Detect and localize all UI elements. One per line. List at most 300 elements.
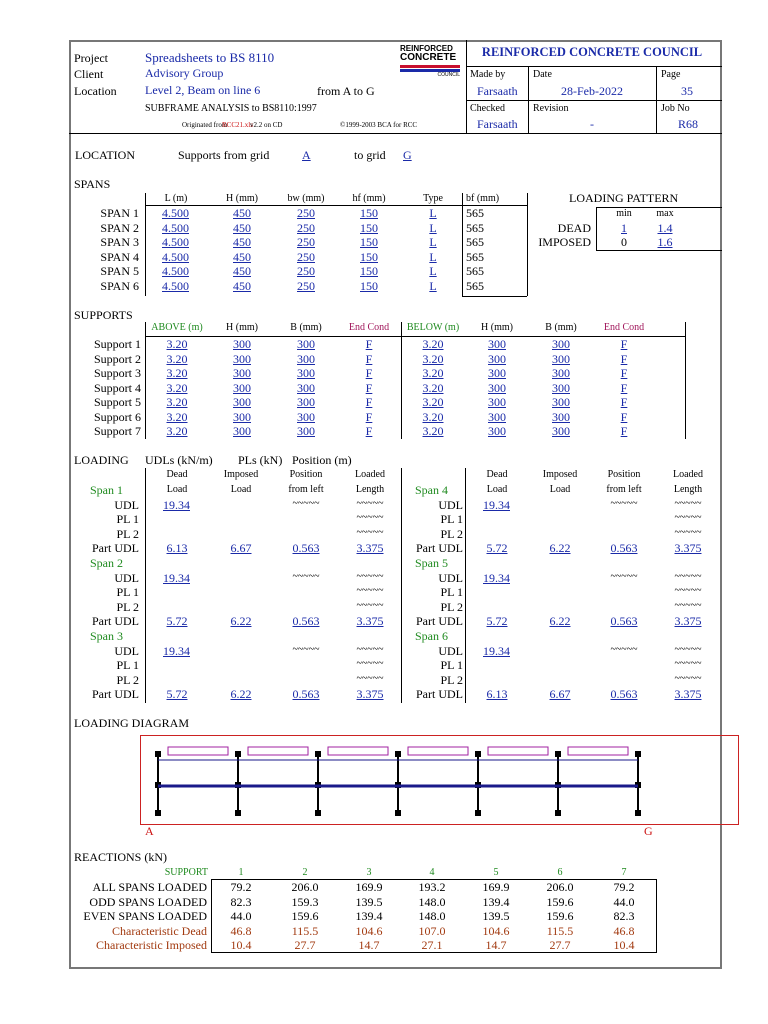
orig-file: RCC21.xls bbox=[222, 121, 253, 129]
loading-pattern-title: LOADING PATTERN bbox=[569, 191, 679, 205]
location-value: Level 2, Beam on line 6 bbox=[145, 83, 261, 97]
part-udl-len-input[interactable]: 3.375 bbox=[674, 613, 702, 628]
loading-col-header: Load bbox=[486, 484, 508, 495]
support-row-label: Support 5 bbox=[93, 395, 141, 409]
span-L-input[interactable]: 4.500 bbox=[162, 278, 189, 293]
udl-dead-input[interactable]: 19.34 bbox=[163, 644, 190, 658]
part-udl-pos-input[interactable]: 0.563 bbox=[610, 613, 638, 628]
supports-col-header: End Cond bbox=[348, 322, 390, 333]
udl-dead-input[interactable]: 19.34 bbox=[483, 644, 510, 658]
support-ae-input[interactable]: F bbox=[365, 337, 373, 351]
column-top-node bbox=[235, 751, 241, 757]
header-line bbox=[466, 66, 722, 67]
reaction-row-label: ODD SPANS LOADED bbox=[89, 894, 207, 909]
support-row-label: Support 7 bbox=[93, 424, 141, 438]
copyright: ©1999-2003 BCA for RCC bbox=[340, 121, 418, 129]
to-grid-label: to grid bbox=[354, 148, 386, 162]
span-hf-input[interactable]: 150 bbox=[360, 278, 378, 293]
part-udl-pos-input[interactable]: 0.563 bbox=[610, 540, 638, 555]
support-a-input[interactable]: 3.20 bbox=[166, 409, 188, 424]
reaction-value: 82.3 bbox=[230, 894, 252, 909]
date-label: Date bbox=[533, 69, 552, 80]
loading-col-header: Load bbox=[230, 484, 252, 495]
pls-label: PLs (kN) bbox=[238, 453, 283, 467]
support-bb-input[interactable]: 300 bbox=[552, 351, 570, 366]
part-udl-imp-input[interactable]: 6.67 bbox=[230, 540, 252, 555]
support-row-label: Support 1 bbox=[93, 337, 141, 351]
span-load-title: Span 5 bbox=[415, 556, 448, 570]
reactions-support-number: 2 bbox=[302, 867, 308, 878]
span-hf-input[interactable]: 150 bbox=[360, 220, 378, 235]
support-be-input[interactable]: F bbox=[620, 366, 628, 380]
column-base-node bbox=[315, 810, 321, 816]
pl-length-na: ~~~~~ bbox=[674, 585, 702, 597]
part-udl-pos-input[interactable]: 0.563 bbox=[292, 613, 320, 628]
support-ab-input[interactable]: 300 bbox=[297, 337, 315, 351]
support-ah-input[interactable]: 300 bbox=[233, 366, 251, 380]
support-be-input[interactable]: F bbox=[620, 337, 628, 351]
udl-length-na: ~~~~~ bbox=[356, 498, 384, 509]
reaction-value: 159.3 bbox=[291, 894, 319, 909]
support-bb-input[interactable]: 300 bbox=[552, 337, 570, 351]
lp-max-label: max bbox=[656, 208, 674, 219]
project-label: Project bbox=[74, 51, 108, 65]
support-ah-input[interactable]: 300 bbox=[233, 424, 251, 438]
loading-col-header: Dead bbox=[166, 469, 188, 480]
header-vline bbox=[528, 66, 529, 133]
support-be-input[interactable]: F bbox=[620, 409, 628, 424]
council-title: REINFORCED CONCRETE COUNCIL bbox=[481, 45, 703, 59]
support-bh-input[interactable]: 300 bbox=[488, 351, 506, 366]
support-ab-input[interactable]: 300 bbox=[297, 366, 315, 380]
span-H-input[interactable]: 450 bbox=[233, 220, 251, 235]
span-H-input[interactable]: 450 bbox=[233, 206, 251, 220]
udl-length-na: ~~~~~ bbox=[674, 571, 702, 582]
spans-col-header: hf (mm) bbox=[352, 193, 386, 204]
support-b-input[interactable]: 3.20 bbox=[422, 351, 444, 366]
part-udl-imp-input[interactable]: 6.22 bbox=[549, 613, 571, 628]
supports-col-header: B (mm) bbox=[545, 322, 577, 333]
span-type-input[interactable]: L bbox=[429, 235, 437, 249]
lp-min-label: min bbox=[616, 208, 632, 219]
support-be-input[interactable]: F bbox=[620, 424, 628, 438]
pl-length-na: ~~~~~ bbox=[674, 658, 702, 670]
loading-vline bbox=[145, 468, 146, 703]
location-label: Location bbox=[74, 84, 117, 98]
lp-line bbox=[596, 250, 722, 251]
load-row-label: PL 1 bbox=[116, 658, 139, 673]
support-ae-input[interactable]: F bbox=[365, 351, 373, 366]
support-ah-input[interactable]: 300 bbox=[233, 380, 251, 395]
support-b-input[interactable]: 3.20 bbox=[422, 409, 444, 424]
span-L-input[interactable]: 4.500 bbox=[162, 249, 189, 264]
udl-position-na: ~~~~~ bbox=[610, 498, 638, 509]
column-base-node bbox=[555, 810, 561, 816]
support-ab-input[interactable]: 300 bbox=[297, 395, 315, 409]
column-base-node bbox=[155, 810, 161, 816]
udl-position-na: ~~~~~ bbox=[292, 498, 320, 509]
support-a-input[interactable]: 3.20 bbox=[166, 380, 188, 395]
lp-imposed-min: 0 bbox=[621, 235, 627, 249]
support-bb-input[interactable]: 300 bbox=[552, 366, 570, 380]
reaction-value: 79.2 bbox=[230, 880, 252, 894]
load-row-label: PL 2 bbox=[440, 599, 463, 614]
span-load-title: Span 2 bbox=[90, 556, 123, 570]
udl-dead-input[interactable]: 19.34 bbox=[163, 571, 190, 585]
supports-col-header: H (mm) bbox=[226, 322, 258, 333]
reactions-heading: REACTIONS (kN) bbox=[74, 850, 167, 864]
lp-dead-min[interactable]: 1 bbox=[621, 221, 627, 235]
column-base-node bbox=[235, 810, 241, 816]
reaction-value: 148.0 bbox=[418, 894, 446, 909]
span-L-input[interactable]: 4.500 bbox=[162, 235, 189, 249]
loading-diagram bbox=[140, 734, 742, 826]
span-H-input[interactable]: 450 bbox=[233, 249, 251, 264]
pl-length-na: ~~~~~ bbox=[674, 512, 702, 524]
span-hf-input[interactable]: 150 bbox=[360, 249, 378, 264]
span-bw-input[interactable]: 250 bbox=[297, 235, 315, 249]
load-row-label: PL 2 bbox=[116, 672, 139, 687]
reaction-value: 159.6 bbox=[546, 894, 574, 909]
loading-col-header: Loaded bbox=[355, 469, 385, 480]
span-hf-input[interactable]: 150 bbox=[360, 206, 378, 220]
orig-prefix: Originated from bbox=[182, 121, 228, 129]
reaction-value: 27.7 bbox=[294, 938, 316, 953]
span-L-input[interactable]: 4.500 bbox=[162, 264, 189, 278]
reactions-support-number: 1 bbox=[238, 867, 244, 878]
support-row-label: Support 6 bbox=[93, 409, 141, 424]
span-L-input[interactable]: 4.500 bbox=[162, 206, 189, 220]
support-ab-input[interactable]: 300 bbox=[297, 409, 315, 424]
reaction-value: 104.6 bbox=[355, 923, 383, 938]
reaction-value: 169.9 bbox=[355, 880, 383, 894]
support-ab-input[interactable]: 300 bbox=[297, 424, 315, 438]
loading-col-header: Length bbox=[355, 484, 385, 495]
span-H-input[interactable]: 450 bbox=[233, 278, 251, 293]
lp-dead-label: DEAD bbox=[557, 221, 591, 235]
load-row-label: PL 1 bbox=[116, 585, 139, 600]
column-top-node bbox=[475, 751, 481, 757]
udl-dead-input[interactable]: 19.34 bbox=[483, 571, 510, 585]
header-vdivider bbox=[466, 40, 467, 133]
support-b-input[interactable]: 3.20 bbox=[422, 337, 444, 351]
span-row-label: SPAN 3 bbox=[100, 235, 139, 249]
pl-length-na: ~~~~~ bbox=[674, 526, 702, 538]
from-to: from A to G bbox=[317, 84, 375, 98]
reaction-value: 206.0 bbox=[546, 880, 574, 894]
load-row-label: Part UDL bbox=[416, 540, 463, 555]
part-udl-dead-input[interactable]: 5.72 bbox=[486, 540, 508, 555]
support-a-input[interactable]: 3.20 bbox=[166, 366, 188, 380]
reaction-value: 14.7 bbox=[485, 938, 507, 953]
support-be-input[interactable]: F bbox=[620, 351, 628, 366]
supports-col-header: BELOW (m) bbox=[406, 322, 460, 333]
reaction-value: 10.4 bbox=[230, 938, 252, 953]
udl-position-na: ~~~~~ bbox=[610, 571, 638, 582]
part-udl-box bbox=[168, 747, 228, 755]
page-value: 35 bbox=[681, 84, 693, 98]
support-a-input[interactable]: 3.20 bbox=[166, 424, 188, 438]
support-ah-input[interactable]: 300 bbox=[233, 409, 251, 424]
span-H-input[interactable]: 450 bbox=[233, 264, 251, 278]
support-bh-input[interactable]: 300 bbox=[488, 380, 506, 395]
supports-col-header: End Cond bbox=[603, 322, 645, 333]
udl-dead-input[interactable]: 19.34 bbox=[483, 498, 510, 512]
pl-length-na: ~~~~~ bbox=[674, 672, 702, 684]
support-bh-input[interactable]: 300 bbox=[488, 366, 506, 380]
reaction-value: 107.0 bbox=[418, 923, 446, 938]
support-ah-input[interactable]: 300 bbox=[233, 351, 251, 366]
udl-length-na: ~~~~~ bbox=[674, 644, 702, 655]
spans-heading: SPANS bbox=[74, 177, 111, 191]
reaction-value: 139.5 bbox=[482, 909, 510, 924]
supports-header-line bbox=[145, 336, 686, 337]
reaction-value: 104.6 bbox=[482, 923, 510, 938]
support-ae-input[interactable]: F bbox=[365, 424, 373, 438]
part-udl-dead-input[interactable]: 5.72 bbox=[166, 686, 188, 701]
reaction-row-label: Characteristic Dead bbox=[112, 923, 207, 938]
part-udl-imp-input[interactable]: 6.22 bbox=[549, 540, 571, 555]
position-label: Position (m) bbox=[292, 453, 352, 467]
load-row-label: UDL bbox=[114, 498, 139, 512]
part-udl-len-input[interactable]: 3.375 bbox=[356, 540, 384, 555]
part-udl-dead-input[interactable]: 5.72 bbox=[166, 613, 188, 628]
loading-col-header: Load bbox=[166, 484, 188, 495]
support-a-input[interactable]: 3.20 bbox=[166, 395, 188, 409]
jobno-value: R68 bbox=[678, 117, 699, 131]
rcc-logo bbox=[400, 45, 460, 85]
span-type-input[interactable]: L bbox=[429, 206, 437, 220]
part-udl-len-input[interactable]: 3.375 bbox=[356, 613, 384, 628]
part-udl-len-input[interactable]: 3.375 bbox=[674, 686, 702, 701]
part-udl-pos-input[interactable]: 0.563 bbox=[292, 686, 320, 701]
reaction-value: 46.8 bbox=[613, 923, 635, 938]
span-bw-input[interactable]: 250 bbox=[297, 249, 315, 264]
supports-col-header: H (mm) bbox=[481, 322, 513, 333]
support-bh-input[interactable]: 300 bbox=[488, 409, 506, 424]
udls-label: UDLs (kN/m) bbox=[145, 453, 213, 467]
support-row-label: Support 4 bbox=[93, 380, 141, 395]
support-bh-input[interactable]: 300 bbox=[488, 337, 506, 351]
column-base-node bbox=[475, 810, 481, 816]
support-ab-input[interactable]: 300 bbox=[297, 380, 315, 395]
udl-length-na: ~~~~~ bbox=[674, 498, 702, 509]
span-bw-input[interactable]: 250 bbox=[297, 206, 315, 220]
span-type-input[interactable]: L bbox=[429, 278, 437, 293]
loading-col-header: Position bbox=[607, 469, 641, 480]
reactions-vline bbox=[211, 879, 212, 953]
part-udl-dead-input[interactable]: 6.13 bbox=[486, 686, 508, 701]
load-row-label: PL 1 bbox=[440, 658, 463, 673]
spans-col-header: bf (mm) bbox=[466, 193, 500, 204]
span-bf-value: 565 bbox=[466, 278, 484, 293]
span-hf-input[interactable]: 150 bbox=[360, 235, 378, 249]
support-a-input[interactable]: 3.20 bbox=[166, 351, 188, 366]
header-line bbox=[466, 100, 722, 101]
spans-col-header: bw (mm) bbox=[287, 193, 325, 204]
spans-col-header: H (mm) bbox=[226, 193, 258, 204]
span-H-input[interactable]: 450 bbox=[233, 235, 251, 249]
reaction-value: 148.0 bbox=[418, 909, 446, 924]
loading-vline bbox=[401, 468, 402, 703]
span-bw-input[interactable]: 250 bbox=[297, 264, 315, 278]
load-row-label: Part UDL bbox=[92, 686, 139, 701]
span-bw-input[interactable]: 250 bbox=[297, 278, 315, 293]
to-grid[interactable]: G bbox=[403, 148, 412, 162]
part-udl-box bbox=[328, 747, 388, 755]
span-bf-value: 565 bbox=[466, 264, 484, 278]
supports-col-header: B (mm) bbox=[290, 322, 322, 333]
part-udl-pos-input[interactable]: 0.563 bbox=[610, 686, 638, 701]
reactions-support-label: SUPPORT bbox=[164, 867, 208, 878]
checked-value: Farsaath bbox=[477, 117, 518, 131]
part-udl-imp-input[interactable]: 6.67 bbox=[549, 686, 571, 701]
supports-col-header: ABOVE (m) bbox=[151, 322, 203, 333]
pl-length-na: ~~~~~ bbox=[356, 512, 384, 524]
part-udl-imp-input[interactable]: 6.22 bbox=[230, 613, 252, 628]
reaction-value: 169.9 bbox=[482, 880, 510, 894]
orig-version: v2.2 on CD bbox=[250, 121, 283, 129]
span-hf-input[interactable]: 150 bbox=[360, 264, 378, 278]
support-b-input[interactable]: 3.20 bbox=[422, 424, 444, 438]
loading-col-header: Dead bbox=[486, 469, 508, 480]
reaction-value: 14.7 bbox=[358, 938, 380, 953]
loading-col-header: from left bbox=[606, 484, 642, 495]
span-load-title: Span 3 bbox=[90, 629, 123, 643]
load-row-label: PL 2 bbox=[116, 526, 139, 541]
support-ae-input[interactable]: F bbox=[365, 380, 373, 395]
lp-imposed-max[interactable]: 1.6 bbox=[657, 235, 673, 249]
logo-line2: CONCRETE bbox=[400, 52, 457, 63]
span-bf-value: 565 bbox=[466, 249, 484, 264]
reaction-value: 46.8 bbox=[230, 923, 252, 938]
support-ab-input[interactable]: 300 bbox=[297, 351, 315, 366]
spans-vline bbox=[527, 193, 528, 296]
revision-value: - bbox=[590, 117, 594, 131]
load-row-label: Part UDL bbox=[92, 540, 139, 555]
reaction-value: 115.5 bbox=[546, 923, 574, 938]
reaction-value: 115.5 bbox=[291, 923, 319, 938]
pl-length-na: ~~~~~ bbox=[356, 599, 384, 611]
support-bb-input[interactable]: 300 bbox=[552, 424, 570, 438]
loading-col-header: Loaded bbox=[673, 469, 703, 480]
header-divider bbox=[69, 133, 722, 134]
load-row-label: UDL bbox=[114, 644, 139, 658]
support-b-input[interactable]: 3.20 bbox=[422, 366, 444, 380]
loading-vline bbox=[465, 468, 466, 703]
part-udl-dead-input[interactable]: 5.72 bbox=[486, 613, 508, 628]
reaction-value: 193.2 bbox=[418, 880, 446, 894]
support-bb-input[interactable]: 300 bbox=[552, 409, 570, 424]
reaction-value: 79.2 bbox=[613, 880, 635, 894]
support-b-input[interactable]: 3.20 bbox=[422, 380, 444, 395]
loading-col-header: Position bbox=[289, 469, 323, 480]
support-ae-input[interactable]: F bbox=[365, 366, 373, 380]
part-udl-len-input[interactable]: 3.375 bbox=[674, 540, 702, 555]
support-a-input[interactable]: 3.20 bbox=[166, 337, 188, 351]
client-label: Client bbox=[74, 67, 104, 81]
support-bh-input[interactable]: 300 bbox=[488, 424, 506, 438]
support-ah-input[interactable]: 300 bbox=[233, 395, 251, 409]
span-L-input[interactable]: 4.500 bbox=[162, 220, 189, 235]
reaction-value: 27.1 bbox=[421, 938, 443, 953]
span-row-label: SPAN 2 bbox=[100, 220, 139, 235]
part-udl-pos-input[interactable]: 0.563 bbox=[292, 540, 320, 555]
udl-position-na: ~~~~~ bbox=[292, 571, 320, 582]
part-udl-box bbox=[248, 747, 308, 755]
header-vline bbox=[656, 66, 657, 133]
support-be-input[interactable]: F bbox=[620, 380, 628, 395]
pl-length-na: ~~~~~ bbox=[356, 672, 384, 684]
lp-dead-max[interactable]: 1.4 bbox=[657, 221, 673, 235]
pl-length-na: ~~~~~ bbox=[356, 658, 384, 670]
span-type-input[interactable]: L bbox=[429, 264, 437, 278]
column-base-node bbox=[635, 810, 641, 816]
reactions-support-number: 4 bbox=[429, 867, 435, 878]
load-row-label: PL 1 bbox=[116, 512, 139, 527]
project-value: Spreadsheets to BS 8110 bbox=[145, 50, 275, 65]
support-ae-input[interactable]: F bbox=[365, 395, 373, 409]
logo-line3: COUNCIL bbox=[437, 72, 460, 78]
support-bb-input[interactable]: 300 bbox=[552, 395, 570, 409]
loading-col-header: Length bbox=[673, 484, 703, 495]
part-udl-dead-input[interactable]: 6.13 bbox=[166, 540, 188, 555]
support-ah-input[interactable]: 300 bbox=[233, 337, 251, 351]
load-row-label: Part UDL bbox=[416, 613, 463, 628]
date-value: 28-Feb-2022 bbox=[561, 84, 623, 98]
udl-dead-input[interactable]: 19.34 bbox=[163, 498, 190, 512]
span-type-input[interactable]: L bbox=[429, 249, 437, 264]
span-load-title: Span 6 bbox=[415, 629, 448, 643]
udl-length-na: ~~~~~ bbox=[356, 644, 384, 655]
column-top-node bbox=[395, 751, 401, 757]
diagram-right-grid: G bbox=[644, 824, 653, 838]
reactions-support-number: 5 bbox=[493, 867, 499, 878]
span-type-input[interactable]: L bbox=[429, 220, 437, 235]
supports-vline bbox=[401, 322, 402, 439]
logo-line1: REINFORCED bbox=[400, 44, 453, 53]
part-udl-len-input[interactable]: 3.375 bbox=[356, 686, 384, 701]
made-by-value: Farsaath bbox=[477, 84, 518, 98]
lp-imposed-label: IMPOSED bbox=[538, 235, 591, 249]
support-bh-input[interactable]: 300 bbox=[488, 395, 506, 409]
reaction-value: 82.3 bbox=[613, 909, 635, 924]
load-row-label: UDL bbox=[438, 644, 463, 658]
load-row-label: PL 1 bbox=[440, 585, 463, 600]
load-row-label: UDL bbox=[438, 571, 463, 585]
span-bw-input[interactable]: 250 bbox=[297, 220, 315, 235]
support-ae-input[interactable]: F bbox=[365, 409, 373, 424]
diagram-frame bbox=[141, 736, 739, 825]
reaction-value: 27.7 bbox=[549, 938, 571, 953]
support-b-input[interactable]: 3.20 bbox=[422, 395, 444, 409]
revision-label: Revision bbox=[533, 103, 569, 114]
reaction-row-label: EVEN SPANS LOADED bbox=[83, 909, 207, 924]
load-row-label: PL 2 bbox=[116, 599, 139, 614]
part-udl-imp-input[interactable]: 6.22 bbox=[230, 686, 252, 701]
load-row-label: UDL bbox=[438, 498, 463, 512]
support-be-input[interactable]: F bbox=[620, 395, 628, 409]
loading-col-header: Imposed bbox=[542, 469, 578, 480]
from-grid[interactable]: A bbox=[302, 148, 311, 162]
spans-bottom-line bbox=[462, 296, 527, 297]
span-bf-value: 565 bbox=[466, 206, 484, 220]
load-row-label: PL 1 bbox=[440, 512, 463, 527]
location-heading: LOCATION bbox=[75, 148, 135, 162]
spans-vline bbox=[145, 193, 146, 296]
support-bb-input[interactable]: 300 bbox=[552, 380, 570, 395]
page-label: Page bbox=[661, 69, 681, 80]
